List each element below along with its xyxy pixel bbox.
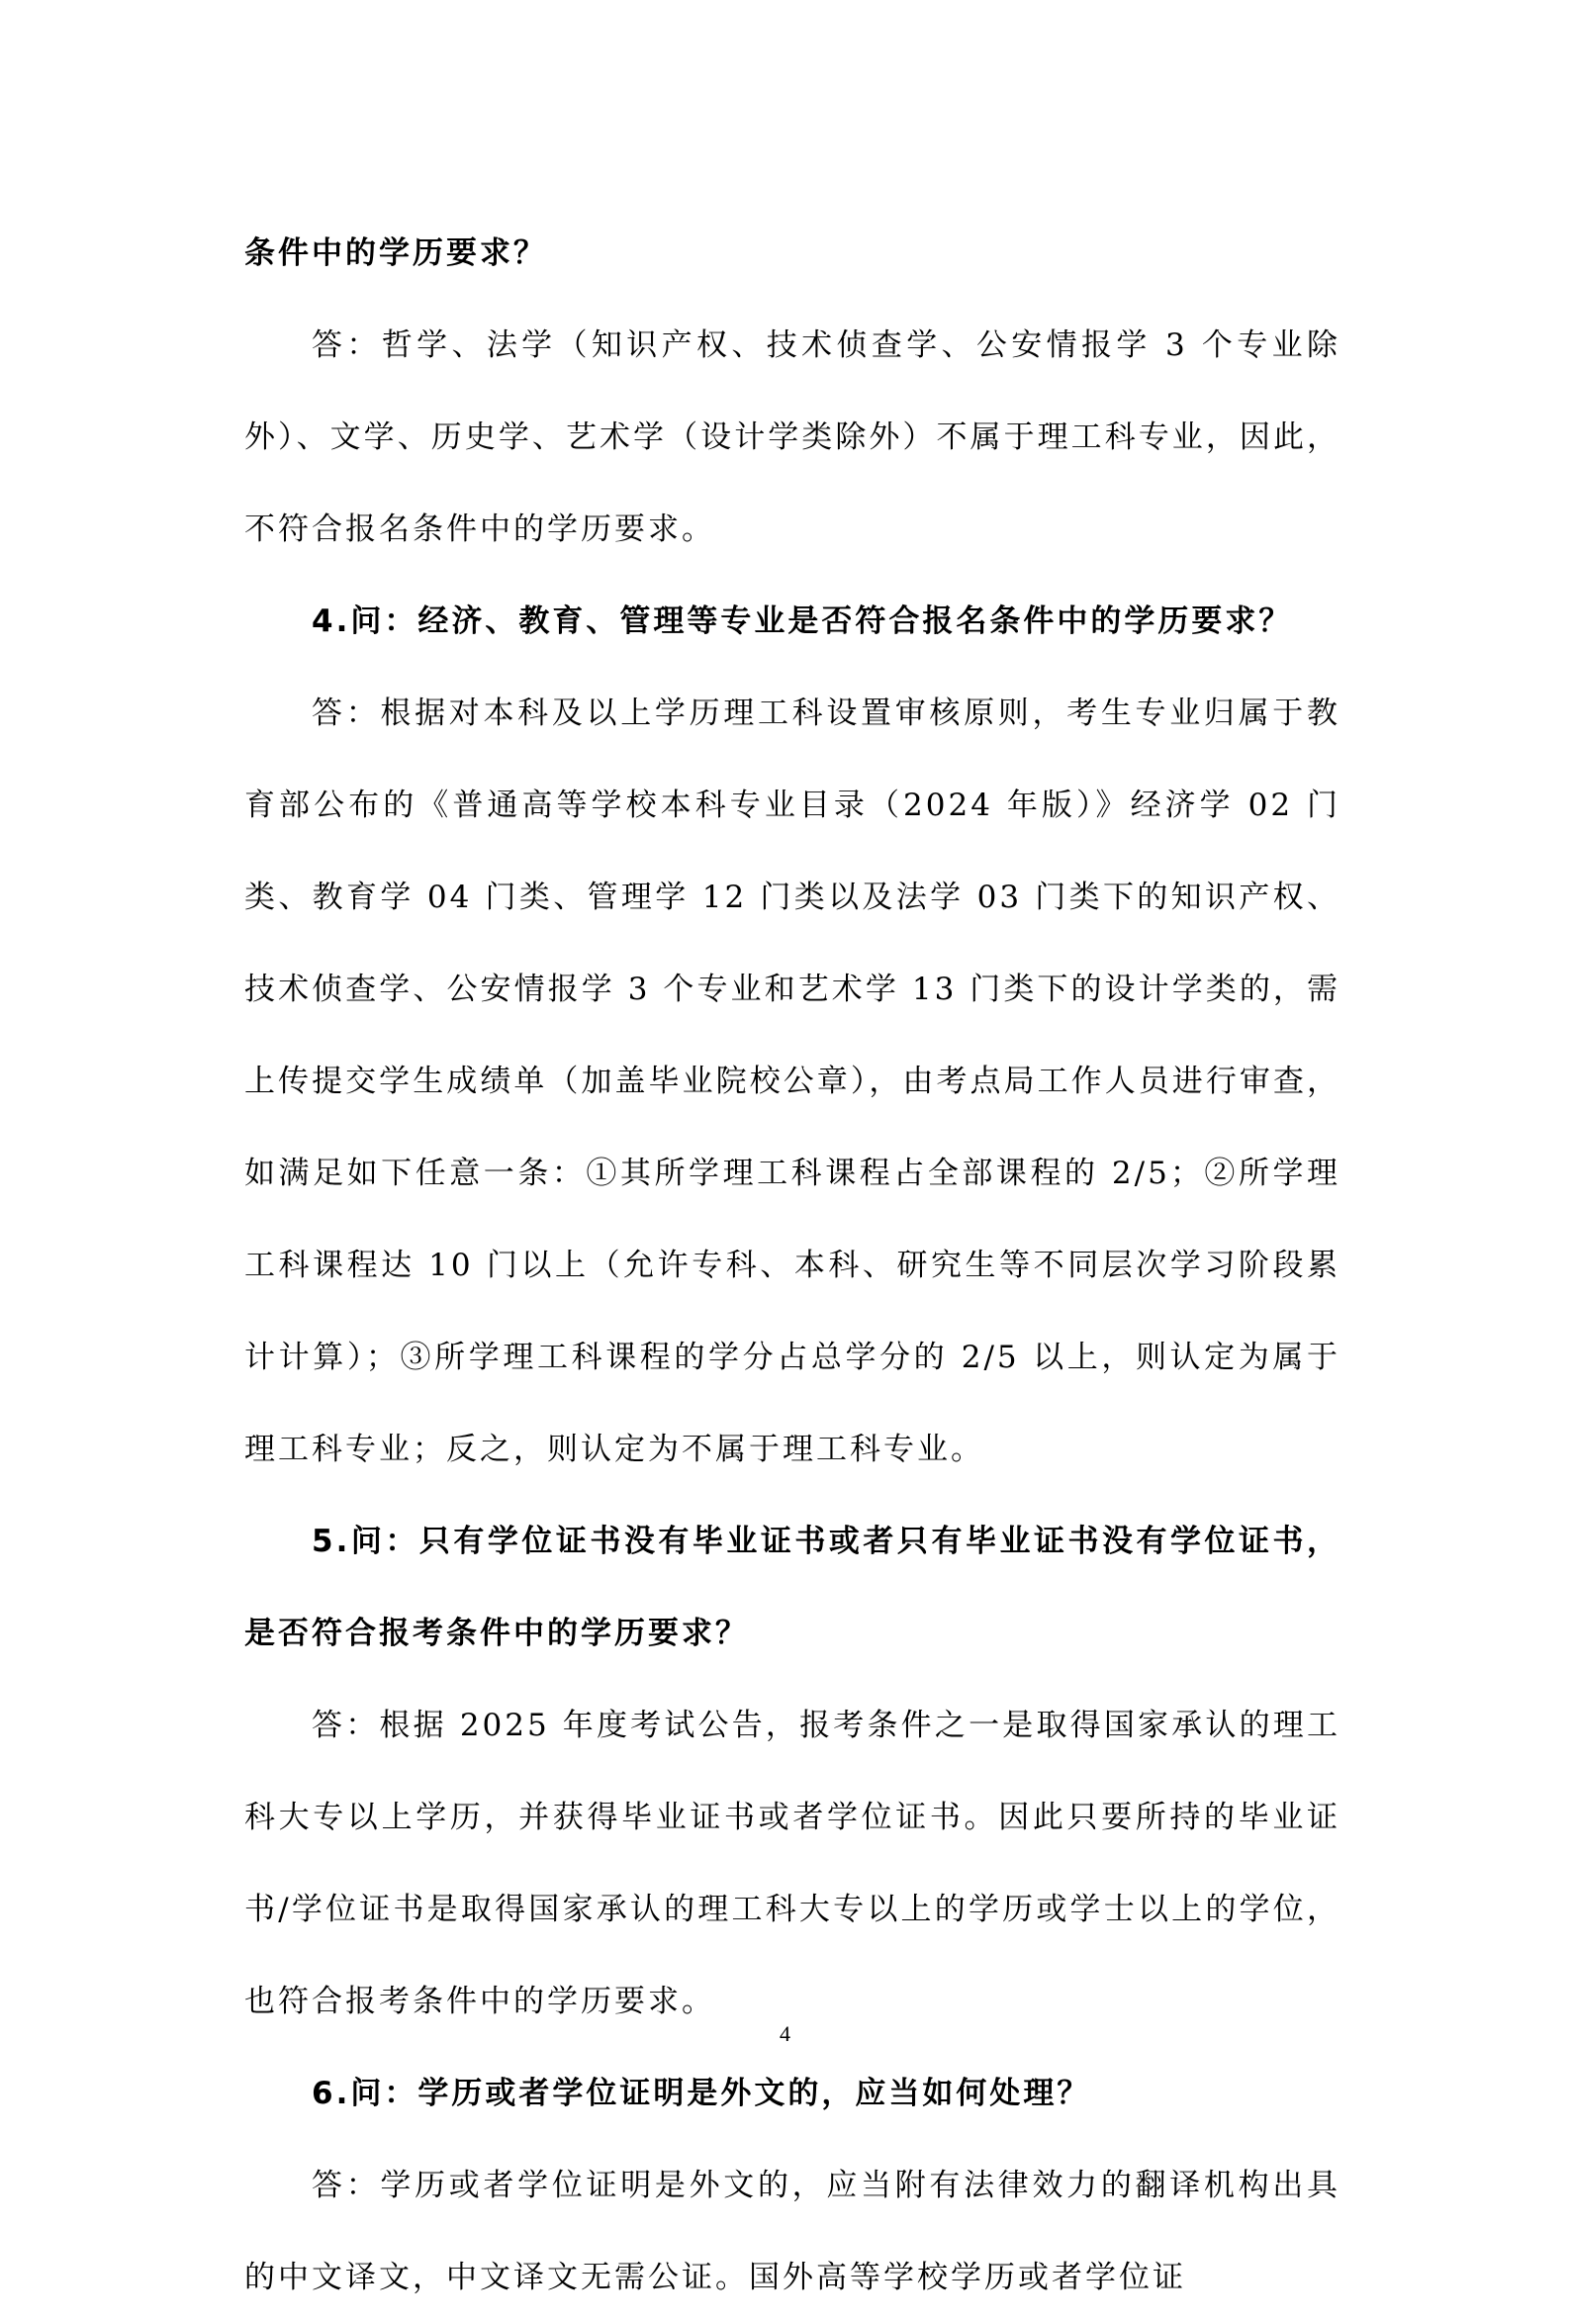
question-6-heading: 6.问：学历或者学位证明是外文的，应当如何处理？ [312,2076,1091,2111]
answer-paragraph: 答：学历或者学位证明是外文的，应当附有法律效力的翻译机构出具的中文译文，中文译文无需公证。国外高等学校学历或者学位证 [244,2168,1340,2295]
question-5-heading: 5.问：只有学位证书没有毕业证书或者只有毕业证书没有学位证书，是否符合报考条件中的学历要求？ [244,1524,1340,1651]
body-text [244,208,1340,2324]
page-number: 4 [780,2021,790,2046]
question-continuation: 条件中的学历要求？ [244,235,547,271]
answer-paragraph: 答：根据 2025 年度考试公告，报考条件之一是取得国家承认的理工科大专以上学历，并获得毕业证书或者学位证书。因此只要所持的毕业证书/学位证书是取得国家承认的理工科大专以上的学历或学士以上的学位，也符合报考条件中的学历要求。 [244,1708,1340,2019]
question-4-heading: 4.问：经济、教育、管理等专业是否符合报名条件中的学历要求？ [312,604,1293,639]
answer-paragraph: 答：根据对本科及以上学历理工科设置审核原则，考生专业归属于教育部公布的《普通高等学校本科专业目录（2024 年版）》经济学 02 门类、教育学 04 门类、管理学 12 门类以及法学 03 门类下的知识产权、技术侦查学、公安情报学 3 个专业和艺术学 13 门类下的设计学类的，需上传提交学生成绩单（加盖毕业院校公章），由考点局工作人员进行审查，如满足如下任意一条：①其所学理工科课程占全部课程的 2/5；②所学理工科课程达 10 门以上（允许专科、本科、研究生等不同层次学习阶段累计计算）；③所学理工科课程的学分占总学分的 2/5 以上，则认定为属于理工科专业；反之，则认定为不属于理工科专业。 [244,696,1340,1467]
answer-paragraph: 答：哲学、法学（知识产权、技术侦查学、公安情报学 3 个专业除外）、文学、历史学、艺术学（设计学类除外）不属于理工科专业，因此，不符合报名条件中的学历要求。 [244,327,1340,547]
